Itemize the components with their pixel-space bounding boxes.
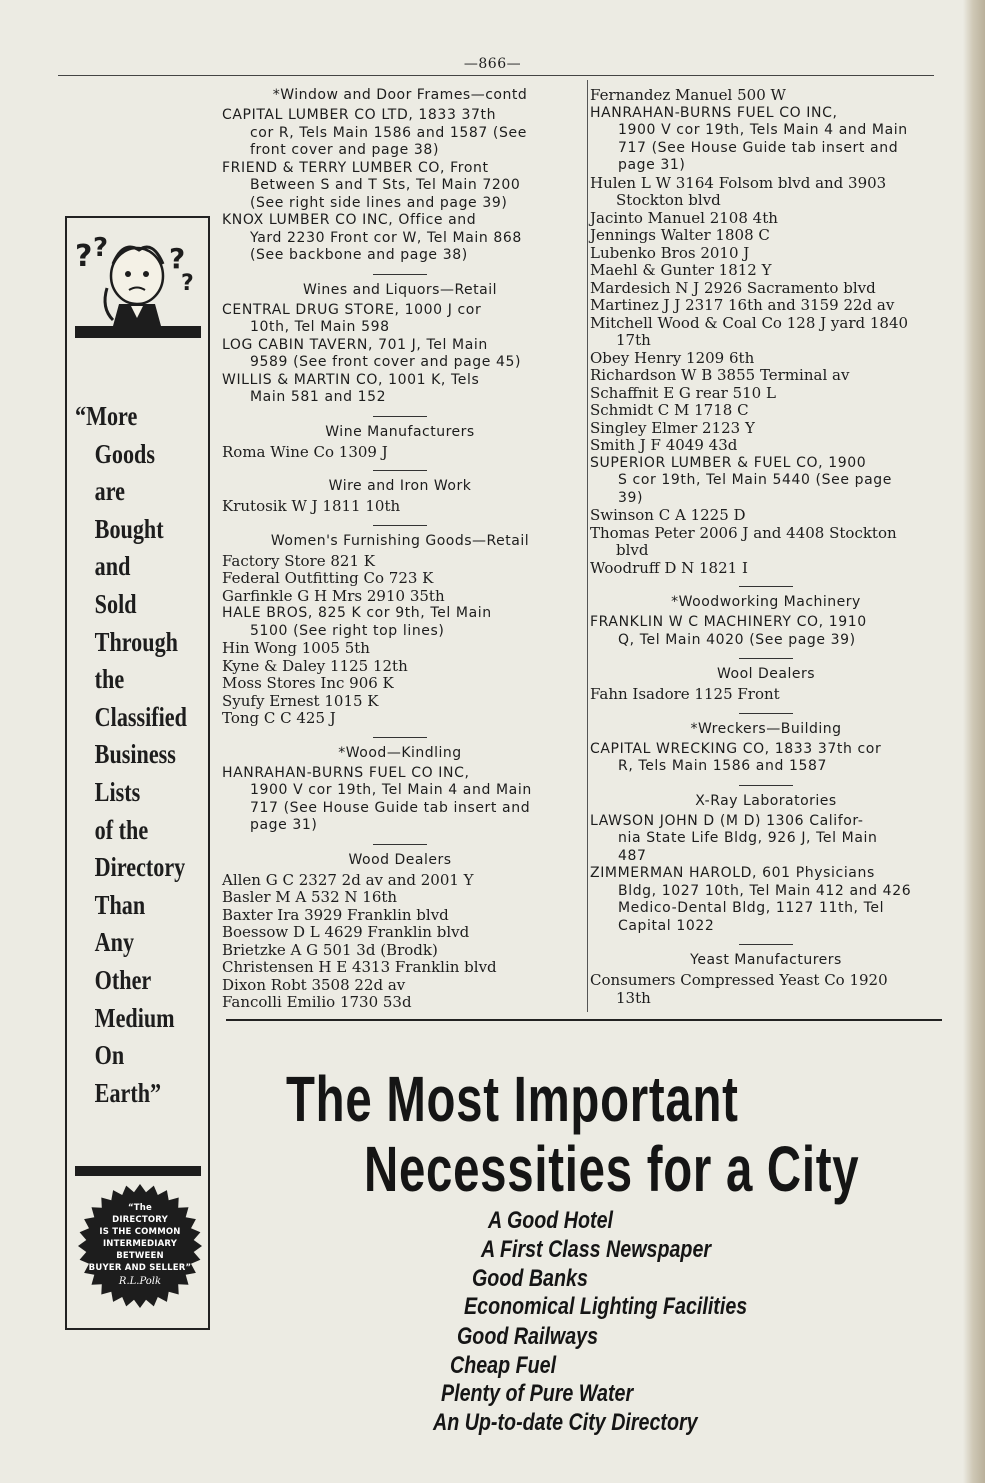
listing-entry (222, 107, 578, 160)
listing-line: Consumers Compressed Yeast Co 1920 (590, 971, 888, 989)
seal-line: IS THE COMMON (99, 1227, 181, 1237)
sidebar-bottom-bar (75, 1166, 201, 1176)
listing-entry: Allen G C 2327 2d av and 2001 Y (222, 870, 474, 889)
listing-continuation: front cover and page 38) (250, 142, 440, 158)
listing-line: Hin Wong 1005 5th (222, 639, 370, 657)
sidebar-top-bar (75, 326, 201, 338)
listing-continuation: 9589 (See front cover and page 45) (250, 354, 522, 370)
listing-entry (590, 227, 942, 245)
listing-entry (590, 105, 942, 175)
section-heading: *Wood—Kindling (338, 744, 462, 761)
listing-entry (222, 710, 578, 728)
listing-line: Tong C C 425 J (222, 709, 336, 727)
listing-entry (590, 87, 942, 105)
ad-item: An Up-to-date City Directory (433, 1409, 698, 1436)
page-edge-shadow (963, 0, 985, 1483)
listing-entry (590, 972, 942, 1007)
womens-goods-listings (222, 553, 578, 728)
sidebar-ad (65, 216, 210, 1330)
listing-entry (590, 402, 942, 420)
slogan-line: Business (94, 739, 176, 770)
listing-continuation: Stockton blvd (616, 191, 721, 209)
wood-dealers-continued-listings (590, 87, 942, 577)
listing-entry: Baxter Ira 3929 Franklin blvd (222, 905, 449, 924)
listing-entry (222, 675, 578, 693)
header-rule (58, 75, 934, 76)
right-column (590, 87, 942, 1007)
listing-line: WILLIS & MARTIN CO, 1001 K, Tels (222, 371, 480, 388)
listing-line: Garfinkle G H Mrs 2910 35th (222, 586, 445, 605)
seal-signature: R.L.Polk (118, 1276, 162, 1287)
section-heading: Wool Dealers (716, 666, 816, 682)
listing-line: Singley Elmer 2123 Y (590, 418, 755, 437)
listing-entry (590, 420, 942, 438)
listing-continuation: Medico-Dental Bldg, 1127 11th, Tel (618, 900, 885, 916)
slogan-line: Bought (94, 513, 164, 544)
listing-continuation: (See right side lines and page 39) (250, 194, 508, 211)
section-divider (373, 416, 427, 417)
listing-line: Schaffnit E G rear 510 L (590, 383, 776, 402)
listing-entry (590, 813, 942, 866)
listing-entry: Boessow D L 4629 Franklin blvd (222, 923, 470, 941)
slogan-line: On (94, 1040, 125, 1071)
listing-line: CAPITAL LUMBER CO LTD, 1833 37th (222, 107, 497, 123)
listing-entry: Dixon Robt 3508 22d av (222, 975, 406, 994)
listing-line: HANRAHAN-BURNS FUEL CO INC, (222, 764, 470, 781)
listing-continuation: (See backbone and page 38) (250, 247, 468, 263)
listing-entry (590, 525, 942, 560)
listing-entry: Brietzke A G 501 3d (Brodk) (222, 940, 438, 959)
listing-line: Moss Stores Inc 906 K (222, 674, 394, 692)
listing-line: Kyne & Daley 1125 12th (222, 656, 408, 675)
xray-listings (590, 813, 942, 936)
slogan-line: Goods (94, 438, 155, 469)
listing-line: LOG CABIN TAVERN, 701 J, Tel Main (222, 336, 488, 353)
listing-line: Swinson C A 1225 D (590, 506, 746, 524)
ad-item: A First Class Newspaper (481, 1236, 712, 1263)
listing-entry (590, 865, 942, 935)
section-heading: X-Ray Laboratories (695, 792, 837, 809)
listing-line: Richardson W B 3855 Terminal av (590, 366, 850, 384)
slogan-line: “More (75, 401, 138, 431)
listing-line: Maehl & Gunter 1812 Y (590, 261, 772, 279)
yeast-listings (590, 972, 942, 1007)
listing-entry: Basler M A 532 N 16th (222, 888, 398, 906)
listing-continuation: 717 (See House Guide tab insert and (250, 799, 531, 816)
listing-entry (222, 588, 578, 606)
listing-line: LAWSON JOHN D (M D) 1306 Califor- (590, 812, 864, 829)
listing-continuation: 17th (616, 331, 651, 349)
listing-continuation: page 31) (250, 817, 318, 833)
section-heading: Wines and Liquors—Retail (302, 281, 498, 298)
listing-entry (590, 367, 942, 385)
listing-entry (222, 337, 578, 372)
column-divider (587, 80, 588, 1012)
section-heading: *Window and Door Frames—contd (272, 87, 528, 103)
section-divider (373, 274, 427, 275)
seal-line: “The (127, 1203, 152, 1213)
listing-line: Martinez J J 2317 16th and 3159 22d av (590, 296, 895, 314)
listing-entry: Krutosik W J 1811 10th (222, 497, 401, 515)
listing-entry (590, 297, 942, 315)
svg-text:?: ? (93, 233, 109, 263)
listing-continuation: 10th, Tel Main 598 (250, 319, 390, 335)
section-divider (739, 785, 793, 786)
woodworking-listings (590, 614, 942, 649)
section-divider (373, 737, 427, 738)
svg-text:?: ? (181, 271, 194, 296)
listing-entry: Fahn Isadore 1125 Front (590, 685, 780, 703)
slogan-line: Than (94, 889, 146, 920)
ad-title-line-1: The Most Important (286, 1063, 739, 1135)
listing-continuation: S cor 19th, Tel Main 5440 (See page (618, 472, 892, 488)
listing-entry (590, 315, 942, 350)
ad-title-line-2: Necessities for a City (364, 1133, 860, 1205)
ad-item: Plenty of Pure Water (441, 1380, 634, 1407)
wool-listings (590, 686, 942, 704)
listing-line: Fernandez Manuel 500 W (590, 86, 786, 104)
wines-listings (222, 302, 578, 407)
ad-item: A Good Hotel (488, 1207, 613, 1234)
page-number: —866— (463, 56, 522, 72)
listing-entry: Fancolli Emilio 1730 53d (222, 993, 412, 1011)
slogan-line: Any (94, 927, 135, 958)
ad-item: Economical Lighting Facilities (464, 1293, 748, 1320)
listing-entry (222, 658, 578, 676)
section-heading: *Woodworking Machinery (671, 594, 861, 610)
listing-continuation: Between S and T Sts, Tel Main 7200 (250, 177, 521, 193)
listing-entry (590, 350, 942, 368)
listing-line: Smith J F 4049 43d (590, 436, 738, 454)
listing-line: Mardesich N J 2926 Sacramento blvd (590, 278, 876, 297)
svg-text:?: ? (75, 239, 93, 274)
listing-entry (590, 614, 942, 649)
slogan-line: Other (94, 964, 152, 995)
listing-continuation: 39) (618, 489, 644, 506)
sidebar-slogan (75, 398, 187, 1112)
listing-continuation: Q, Tel Main 4020 (See page 39) (618, 631, 856, 648)
listing-line: Obey Henry 1209 6th (590, 348, 755, 367)
listing-entry (590, 507, 942, 525)
listing-continuation: 5100 (See right top lines) (250, 622, 445, 639)
svg-text:?: ? (169, 242, 186, 275)
listing-entry (222, 372, 578, 407)
listing-entry (590, 437, 942, 455)
slogan-line: the (94, 664, 125, 695)
slogan-line: Sold (94, 588, 137, 619)
slogan-line: and (94, 551, 131, 582)
slogan-line: of the (94, 814, 149, 845)
left-column (222, 87, 578, 1012)
slogan-line: Medium (94, 1002, 175, 1033)
slogan-line: Lists (94, 776, 141, 807)
section-divider (373, 525, 427, 526)
listing-entry (222, 302, 578, 337)
listing-line: Woodruff D N 1821 I (590, 558, 748, 577)
listing-continuation: Main 581 and 152 (250, 389, 387, 405)
ad-item: Good Banks (472, 1265, 588, 1292)
window-frames-listings (222, 107, 578, 265)
listing-entry (222, 605, 578, 640)
seal-line: INTERMEDIARY (102, 1239, 178, 1249)
wire-iron-listings (222, 498, 578, 516)
listing-entry (590, 262, 942, 280)
section-divider (373, 470, 427, 471)
listing-line: Mitchell Wood & Coal Co 128 J yard 1840 (590, 313, 909, 332)
ad-item: Cheap Fuel (450, 1352, 557, 1379)
advertisement-rule (226, 1019, 942, 1021)
slogan-line: are (94, 476, 126, 507)
section-divider (373, 844, 427, 845)
listing-line: CENTRAL DRUG STORE, 1000 J cor (222, 301, 482, 318)
listing-continuation: Capital 1022 (618, 917, 715, 934)
listing-continuation: Bldg, 1027 10th, Tel Main 412 and 426 (618, 882, 912, 899)
ad-item: Good Railways (457, 1323, 599, 1350)
listing-entry (590, 280, 942, 298)
section-heading: Wire and Iron Work (328, 478, 472, 494)
seal-text (77, 1202, 203, 1274)
section-heading: *Wreckers—Building (690, 720, 842, 737)
seal-line: DIRECTORY (112, 1215, 168, 1225)
listing-entry: Roma Wine Co 1309 J (222, 442, 388, 461)
section-divider (739, 944, 793, 945)
listing-entry (590, 385, 942, 403)
slogan-line: Through (94, 626, 178, 657)
listing-entry (222, 160, 578, 213)
listing-line: Hulen L W 3164 Folsom blvd and 3903 (590, 173, 887, 192)
listing-continuation: page 31) (618, 157, 686, 173)
seal-line: BETWEEN (116, 1251, 164, 1261)
listing-continuation: cor R, Tels Main 1586 and 1587 (See (250, 124, 527, 141)
seal-line: BUYER AND SELLER” (88, 1263, 192, 1273)
listing-continuation: 13th (616, 988, 651, 1007)
slogan-line: Directory (94, 852, 186, 883)
listing-entry (590, 455, 942, 508)
listing-entry (222, 640, 578, 658)
wood-dealers-listings (222, 872, 578, 1012)
listing-line: Jacinto Manuel 2108 4th (590, 208, 778, 227)
listing-entry (222, 693, 578, 711)
listing-entry (590, 560, 942, 578)
wine-manufacturers-listings (222, 444, 578, 462)
kindling-listings (222, 765, 578, 835)
listing-line: HANRAHAN-BURNS FUEL CO INC, (590, 104, 838, 121)
listing-line: FRANKLIN W C MACHINERY CO, 1910 (590, 614, 867, 630)
listing-line: HALE BROS, 825 K cor 9th, Tel Main (222, 605, 492, 621)
section-heading: Wine Manufacturers (325, 423, 475, 440)
listing-entry: Christensen H E 4313 Franklin blvd (222, 958, 497, 976)
listing-continuation: 487 (618, 847, 647, 864)
listing-line: FRIEND & TERRY LUMBER CO, Front (222, 159, 489, 176)
listing-continuation: Yard 2230 Front cor W, Tel Main 868 (250, 229, 522, 246)
listing-entry (222, 212, 578, 265)
listing-line: ZIMMERMAN HAROLD, 601 Physicians (590, 865, 875, 881)
listing-entry (222, 553, 578, 571)
listing-entry (590, 175, 942, 210)
listing-continuation: nia State Life Bldg, 926 J, Tel Main (618, 830, 878, 846)
slogan-line: Classified (94, 701, 187, 732)
listing-line: Jennings Walter 1808 C (590, 226, 770, 244)
listing-line: Factory Store 821 K (222, 551, 375, 570)
listing-line: Schmidt C M 1718 C (590, 401, 749, 419)
listing-line: Lubenko Bros 2010 J (590, 243, 750, 262)
listing-continuation: 717 (See House Guide tab insert and (618, 139, 899, 156)
listing-line: Thomas Peter 2006 J and 4408 Stockton (590, 523, 897, 542)
section-heading: Women's Furnishing Goods—Retail (270, 532, 530, 549)
listing-continuation: 1900 V cor 19th, Tel Main 4 and Main (250, 782, 532, 798)
listing-continuation: blvd (616, 541, 649, 559)
listing-line: CAPITAL WRECKING CO, 1833 37th cor (590, 740, 882, 757)
section-heading: Yeast Manufacturers (690, 952, 842, 968)
listing-line: Syufy Ernest 1015 K (222, 691, 379, 710)
listing-line: KNOX LUMBER CO INC, Office and (222, 212, 477, 228)
section-divider (739, 658, 793, 659)
listing-entry (590, 210, 942, 228)
section-divider (739, 713, 793, 714)
section-heading: Wood Dealers (348, 851, 452, 868)
listing-entry (590, 741, 942, 776)
listing-entry (222, 765, 578, 835)
wreckers-listings (590, 741, 942, 776)
listing-entry (590, 245, 942, 263)
listing-continuation: R, Tels Main 1586 and 1587 (618, 758, 828, 774)
listing-continuation: 1900 V cor 19th, Tels Main 4 and Main (618, 122, 908, 138)
section-divider (739, 586, 793, 587)
listing-line: SUPERIOR LUMBER & FUEL CO, 1900 (590, 454, 867, 471)
slogan-line: Earth” (94, 1077, 162, 1108)
listing-line: Federal Outfitting Co 723 K (222, 569, 434, 587)
listing-entry (222, 570, 578, 588)
